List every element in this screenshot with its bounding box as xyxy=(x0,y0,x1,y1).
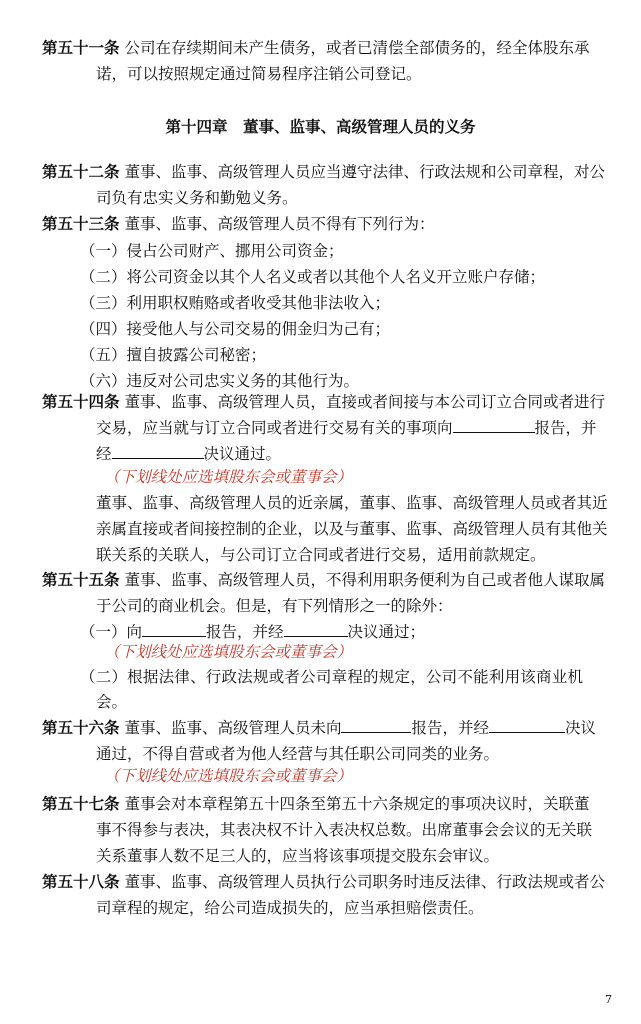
article-57-line-3: 关系董事人数不足三人的，应当将该事项提交股东会审议。 xyxy=(96,847,500,865)
article-53-line-1: 第五十三条 董事、监事、高级管理人员不得有下列行为： xyxy=(42,214,435,233)
article-54-para-2-line-2: 亲属直接或者间接控制的企业，以及与董事、监事、高级管理人员有其他关 xyxy=(96,520,608,538)
fill-in-blank[interactable] xyxy=(142,622,206,637)
article-56-line-1: 第五十六条 董事、监事、高级管理人员未向 报告，并经 决议 xyxy=(42,718,596,737)
fill-in-blank[interactable] xyxy=(112,444,204,459)
article-58-line-1: 第五十八条 董事、监事、高级管理人员执行公司职务时违反法律、行政法规或者公 xyxy=(42,872,605,891)
fill-in-blank[interactable] xyxy=(284,622,348,637)
fill-in-blank[interactable] xyxy=(453,418,535,433)
article-57-line-2: 事不得参与表决，其表决权不计入表决权总数。出席董事会会议的无关联 xyxy=(96,821,593,839)
article-58-line-2: 司章程的规定，给公司造成损失的，应当承担赔偿责任。 xyxy=(96,899,484,917)
article-55-label: 第五十五条 xyxy=(42,570,120,589)
fill-note: （下划线处应选填股东会或董事会） xyxy=(104,767,353,785)
article-51-line-2: 诺，可以按照规定通过简易程序注销公司登记。 xyxy=(96,65,422,83)
article-52-line-1: 第五十二条 董事、监事、高级管理人员应当遵守法律、行政法规和公司章程，对公 xyxy=(42,162,605,181)
article-57-line-1: 第五十七条 董事会对本章程第五十四条至第五十六条规定的事项决议时，关联董 xyxy=(42,794,590,813)
article-53-label: 第五十三条 xyxy=(42,214,120,233)
article-53-item-4: （四）接受他人与公司交易的佣金归为己有； xyxy=(80,320,391,338)
article-56-line-2: 通过，不得自营或者为他人经营与其任职公司同类的业务。 xyxy=(96,745,500,763)
article-58-label: 第五十八条 xyxy=(42,872,120,891)
article-54-line-3: 经 决议通过。 xyxy=(96,445,282,463)
article-55-item-1: （一）向 报告，并经 决议通过； xyxy=(80,623,426,641)
article-55-item-2-line-2: 会。 xyxy=(96,693,128,711)
article-56-label: 第五十六条 xyxy=(42,718,120,737)
fill-note: （下划线处应选填股东会或董事会） xyxy=(104,468,353,486)
article-52-label: 第五十二条 xyxy=(42,162,120,181)
article-57-label: 第五十七条 xyxy=(42,794,120,813)
article-53-item-1: （一）侵占公司财产、挪用公司资金； xyxy=(80,242,344,260)
article-55-line-2: 于公司的商业机会。但是，有下列情形之一的除外： xyxy=(96,597,453,615)
article-55-item-2-line-1: （二）根据法律、行政法规或者公司章程的规定，公司不能利用该商业机 xyxy=(80,668,583,686)
article-54-para-2-line-1: 董事、监事、高级管理人员的近亲属，董事、监事、高级管理人员或者其近 xyxy=(96,494,608,512)
fill-note: （下划线处应选填股东会或董事会） xyxy=(104,643,353,661)
article-51-line-1: 第五十一条 公司在存续期间未产生债务，或者已清偿全部债务的，经全体股东承 xyxy=(42,38,590,57)
article-54-label: 第五十四条 xyxy=(42,392,120,411)
article-53-item-5: （五）擅自披露公司秘密； xyxy=(80,346,267,364)
fill-in-blank[interactable] xyxy=(341,718,411,733)
article-53-item-6: （六）违反对公司忠实义务的其他行为。 xyxy=(80,372,360,390)
article-53-item-2: （二）将公司资金以其个人名义或者以其他个人名义开立账户存储； xyxy=(80,268,546,286)
article-52-line-2: 司负有忠实义务和勤勉义务。 xyxy=(96,189,298,207)
article-54-line-2: 交易，应当就与订立合同或者进行交易有关的事项向 报告，并 xyxy=(96,419,597,437)
article-54-para-2-line-3: 联关系的关联人，与公司订立合同或者进行交易，适用前款规定。 xyxy=(96,546,546,564)
article-55-line-1: 第五十五条 董事、监事、高级管理人员，不得利用职务便利为自己或者他人谋取属 xyxy=(42,570,605,589)
article-51-label: 第五十一条 xyxy=(42,38,120,57)
fill-in-blank[interactable] xyxy=(489,718,565,733)
chapter-title: 第十四章 董事、监事、高级管理人员的义务 xyxy=(165,117,476,136)
article-53-item-3: （三）利用职权贿赂或者收受其他非法收入； xyxy=(80,294,391,312)
page-number: 7 xyxy=(605,993,612,1006)
article-54-line-1: 第五十四条 董事、监事、高级管理人员，直接或者间接与本公司订立合同或者进行 xyxy=(42,392,605,411)
